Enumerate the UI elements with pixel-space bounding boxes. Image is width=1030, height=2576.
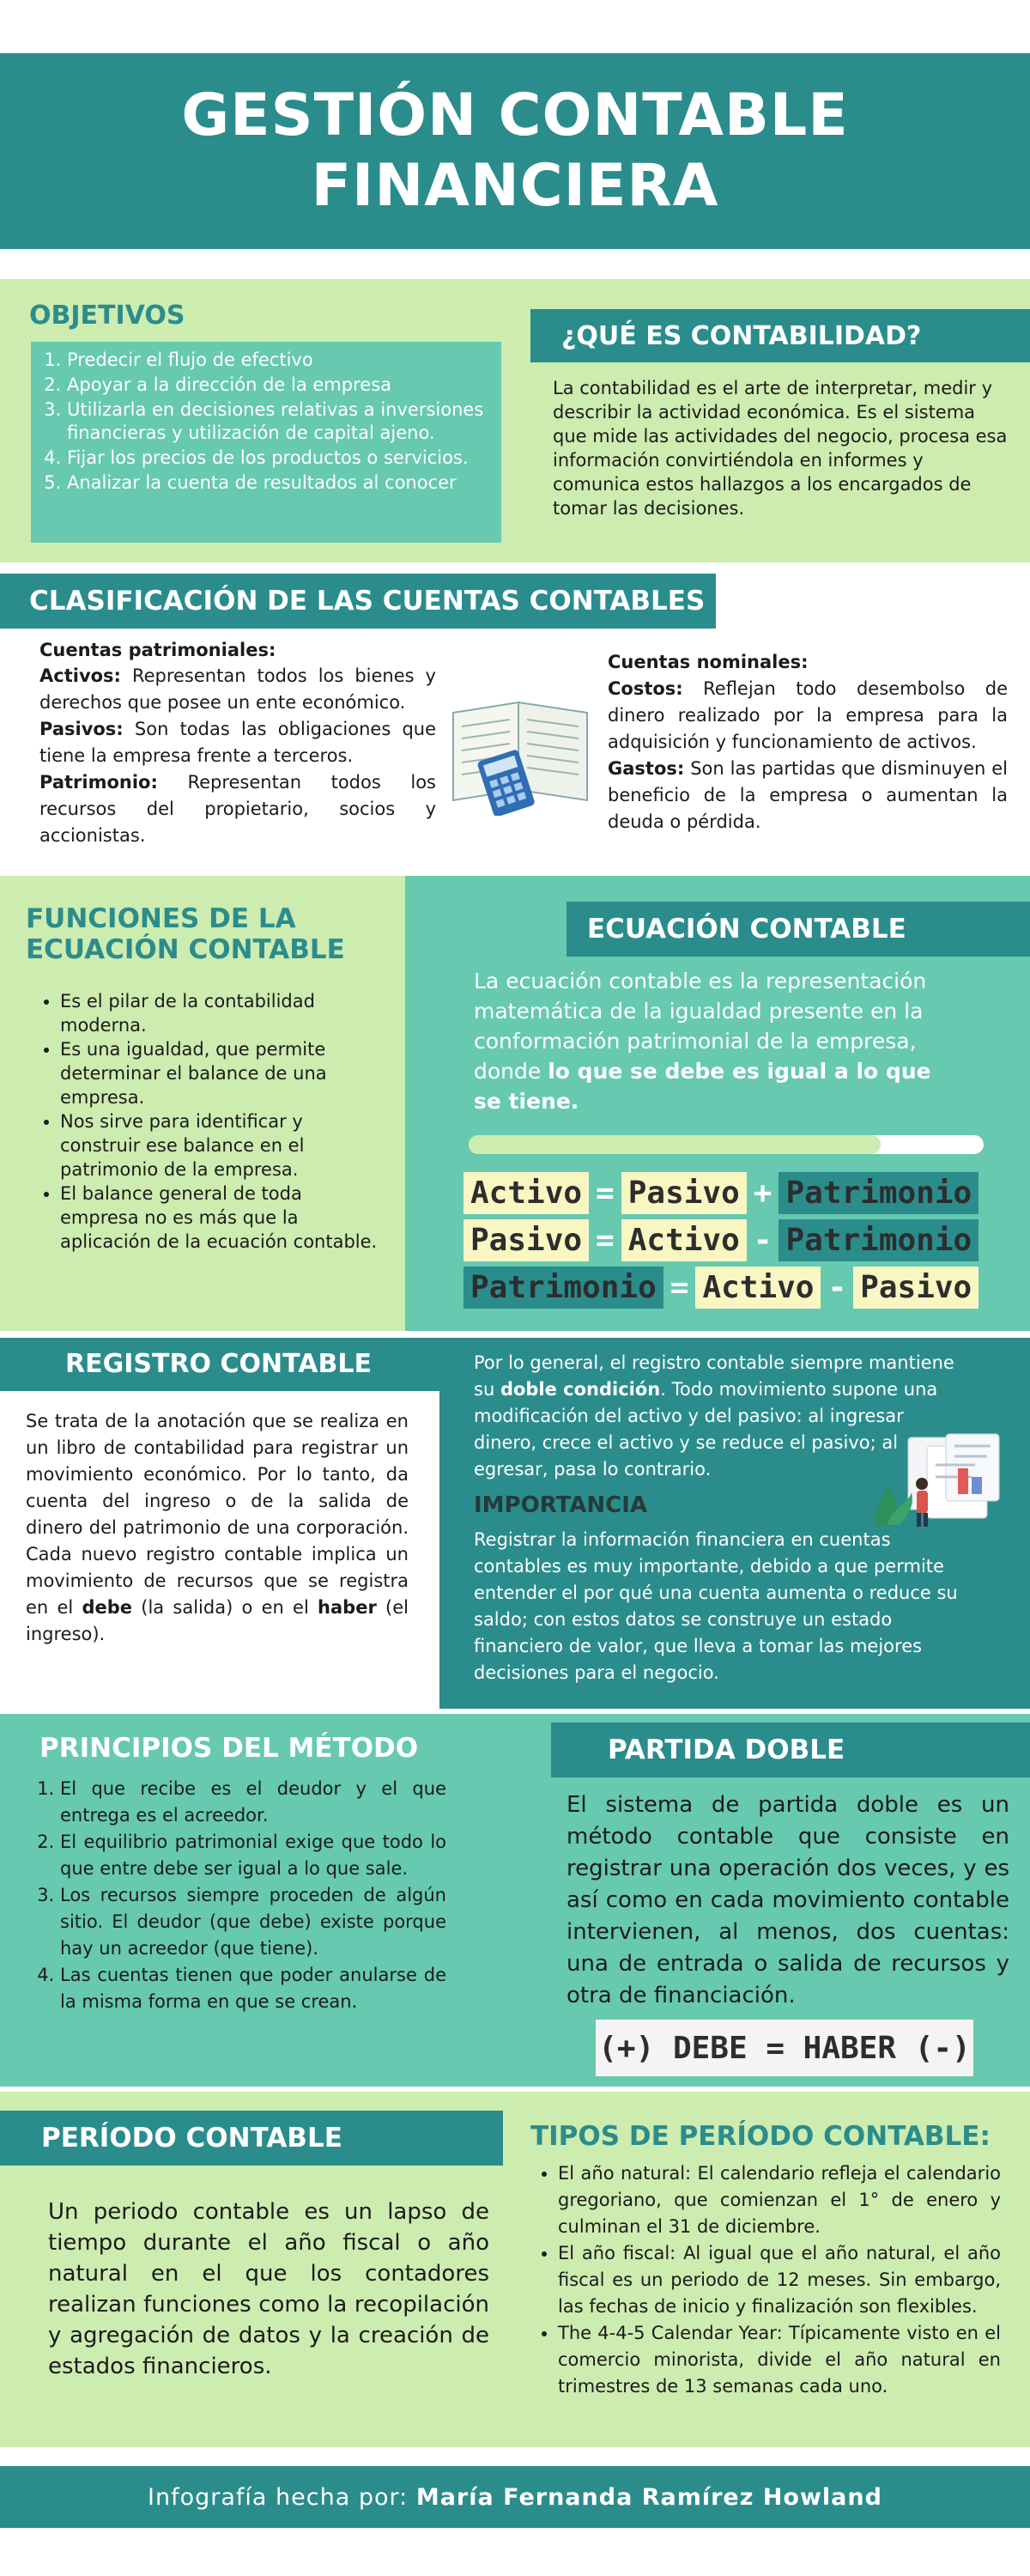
- que-es-text: La contabilidad es el arte de interpretar, medir y describir la actividad económica. Es el sistema que mide las actividades del negocio, procesa esa información convirtiéndola en informes y comunica estos hallazgos a los encargados de tomar las decisiones.: [553, 378, 1008, 519]
- equation-row-2: [464, 1219, 1013, 1261]
- registro-right-bold: doble condición: [500, 1379, 661, 1400]
- ecuacion-text-bold: lo que se debe es igual a lo que se tiene.: [474, 1059, 931, 1114]
- partida-formula: (+) DEBE = HABER (-): [596, 2020, 973, 2076]
- book-calculator-icon: [446, 687, 594, 816]
- pasivos-desc: Son todas las obligaciones que tiene la empresa frente a terceros.: [39, 719, 436, 766]
- periodo-text: Un periodo contable es un lapso de tiempo durante el año fiscal o año natural en el que los contadores realizan funciones como la recopilación y agregación de datos y la creación de estados financieros.: [48, 2199, 489, 2379]
- ecuacion-text: [474, 966, 954, 1116]
- activos-text: [39, 663, 436, 716]
- list-item: 1. El que recibe es el deudor y el que entrega es el acreedor.: [60, 1776, 446, 1829]
- nominales-title: [608, 649, 1008, 676]
- list-item: 4. Las cuentas tienen que poder anularse de la misma forma en que se crean.: [60, 1962, 446, 2015]
- footer-author: María Fernanda Ramírez Howland: [415, 2483, 882, 2511]
- periodo-title: PERÍODO CONTABLE: [41, 2123, 342, 2154]
- list-item: • The 4-4-5 Calendar Year: Típicamente visto en el comercio minorista, divide el año natural en trimestres de 13 semanas cada uno.: [558, 2320, 1001, 2400]
- periodo-title-bar: [0, 2111, 503, 2166]
- page-title-line1: GESTIÓN CONTABLE: [181, 82, 849, 149]
- list-item: 4. Fijar los precios de los productos o servicios.: [67, 447, 489, 470]
- page-title-line2: FINANCIERA: [311, 152, 719, 220]
- gastos-text: [608, 756, 1008, 835]
- funciones-list: [34, 989, 378, 1254]
- importancia-text: Registrar la información financiera en cuentas contables es muy importante, debido a que permite entender el por qué una cuenta aumenta o reduce su saldo; con estos datos se construye un estado financiero de valor, que lleva a tomar las mejores decisiones para el negocio.: [474, 1529, 958, 1683]
- list-item: 3. Los recursos siempre proceden de algún sitio. El deudor (que debe) existe porque hay un acreedor (que tiene).: [60, 1882, 446, 1962]
- partida-title: PARTIDA DOBLE: [608, 1735, 845, 1765]
- clasificacion-left: [39, 637, 436, 849]
- registro-right-end: . Todo movimiento supone una modificación del activo y del pasivo: al ingresar dinero, crece el activo y se reduce el pasivo; al egresar, pasa lo contrario.: [474, 1379, 938, 1479]
- registro-left-start: Se trata de la anotación que se realiza en un libro de contabilidad para registrar un movimiento económico. Por lo tanto, da cuenta del ingreso o de la salida de dinero del patrimonio de una corporación. Cada nuevo registro contable implica un movimiento de recursos que se registra en el: [26, 1411, 409, 1618]
- partida-title-bar: [551, 1722, 1030, 1777]
- eq-operator: =: [596, 1223, 615, 1258]
- footer-label: Infografía hecha por:: [148, 2483, 416, 2511]
- footer-banner: [0, 2466, 1030, 2528]
- nominales-title-text: Cuentas nominales:: [608, 652, 809, 672]
- patrimonio-desc: Representan todos los recursos del propietario, socios y accionistas.: [39, 772, 436, 846]
- funciones-title: [26, 903, 345, 965]
- costos-desc: Reflejan todo desembolso de dinero realizado por la empresa para la adquisición y funcionamiento de activos.: [608, 678, 1008, 752]
- costos-label: Costos:: [608, 678, 683, 699]
- eq-term: Activo: [695, 1267, 821, 1309]
- list-item: • Nos sirve para identificar y construir ese balance en el patrimonio de la empresa.: [60, 1109, 378, 1182]
- importancia-title: IMPORTANCIA: [474, 1492, 648, 1518]
- list-item: • Es una igualdad, que permite determinar el balance de una empresa.: [60, 1037, 378, 1109]
- partida-text: El sistema de partida doble es un método contable que consiste en registrar una operación dos veces, y es así como en cada movimiento contable intervienen, al menos, dos cuentas: una de entrada o salida de recursos y otra de financiación.: [566, 1792, 1009, 2008]
- list-item: • El año natural: El calendario refleja el calendario gregoriano, que comienzan el 1° de enero y culminan el 31 de diciembre.: [558, 2160, 1001, 2240]
- ecuacion-progress-fill: [469, 1135, 881, 1154]
- eq-operator: -: [753, 1223, 772, 1258]
- eq-term: Patrimonio: [464, 1267, 663, 1309]
- objetivos-title: OBJETIVOS: [29, 301, 185, 331]
- registro-left-end: (el ingreso).: [26, 1597, 409, 1644]
- ecuacion-rows: [464, 1172, 1013, 1309]
- principios-title-text: PRINCIPIOS DEL MÉTODO: [39, 1733, 419, 1764]
- list-item: • El balance general de toda empresa no es más que la aplicación de la ecuación contable.: [60, 1182, 378, 1254]
- documents-icon: [862, 1431, 1009, 1530]
- registro-left-mid: (la salida) o en el: [132, 1597, 318, 1618]
- eq-term: Activo: [621, 1219, 747, 1261]
- clasificacion-title: CLASIFICACIÓN DE LAS CUENTAS CONTABLES: [29, 586, 706, 617]
- tipos-list: [537, 2160, 1001, 2400]
- equation-row-3: [464, 1267, 1013, 1309]
- registro-title-text: REGISTRO CONTABLE: [65, 1348, 372, 1379]
- patrimoniales-title: [39, 637, 436, 663]
- header-banner: [0, 53, 1030, 249]
- list-item: 5. Analizar la cuenta de resultados al conocer: [67, 471, 489, 495]
- activos-label: Activos:: [39, 665, 121, 686]
- ecuacion-title: ECUACIÓN CONTABLE: [587, 914, 906, 945]
- eq-term: Activo: [464, 1172, 589, 1214]
- costos-text: [608, 676, 1008, 756]
- patrimonio-text: [39, 769, 436, 849]
- clasificacion-right: [608, 649, 1008, 835]
- objetivos-box: [31, 342, 501, 543]
- principios-list: [36, 1776, 446, 2015]
- eq-operator: -: [827, 1270, 847, 1305]
- ecuacion-progress-track: [469, 1135, 984, 1154]
- patrimonio-label: Patrimonio:: [39, 772, 158, 793]
- objetivos-list: [43, 349, 489, 495]
- eq-term: Patrimonio: [779, 1172, 978, 1214]
- registro-debe: debe: [82, 1597, 133, 1618]
- registro-title: [65, 1346, 372, 1381]
- activos-desc: Representan todos los bienes y derechos que posee un ente económico.: [39, 665, 436, 713]
- registro-right-start: Por lo general, el registro contable siempre mantiene su: [474, 1352, 954, 1400]
- que-es-title: ¿QUÉ ES CONTABILIDAD?: [561, 320, 922, 351]
- list-item: 2. El equilibrio patrimonial exige que todo lo que entre debe ser igual a lo que sale.: [60, 1829, 446, 1882]
- funciones-title-line2: ECUACIÓN CONTABLE: [26, 934, 345, 965]
- ecuacion-text-start: La ecuación contable es la representación matemática de la igualdad presente en la conformación patrimonial de la empresa, donde: [474, 969, 927, 1084]
- eq-term: Patrimonio: [779, 1219, 978, 1261]
- list-item: • Es el pilar de la contabilidad moderna.: [60, 989, 378, 1037]
- clasificacion-title-bar: [0, 574, 716, 629]
- list-item: 2. Apoyar a la dirección de la empresa: [67, 374, 489, 397]
- eq-operator: =: [596, 1176, 615, 1211]
- pasivos-label: Pasivos:: [39, 719, 124, 739]
- tipos-title: TIPOS DE PERÍODO CONTABLE:: [530, 2121, 991, 2152]
- ecuacion-title-bar: [566, 902, 1030, 957]
- principios-title: [39, 1731, 418, 1765]
- list-item: 3. Utilizarla en decisiones relativas a inversiones financieras y utilización de capital ajeno.: [67, 398, 489, 445]
- patrimoniales-title-text: Cuentas patrimoniales:: [39, 640, 276, 660]
- gastos-desc: Son las partidas que disminuyen el beneficio de la empresa o aumentan la deuda o pérdida.: [608, 758, 1008, 832]
- funciones-title-line1: FUNCIONES DE LA: [26, 903, 296, 934]
- eq-term: Pasivo: [621, 1172, 747, 1214]
- eq-operator: +: [753, 1176, 772, 1211]
- registro-left-text: [26, 1408, 409, 1648]
- eq-operator: =: [670, 1270, 689, 1305]
- gastos-label: Gastos:: [608, 758, 685, 779]
- eq-term: Pasivo: [464, 1219, 589, 1261]
- list-item: 1. Predecir el flujo de efectivo: [67, 349, 489, 372]
- equation-row-1: [464, 1172, 1013, 1214]
- que-es-title-bar: [530, 309, 1030, 362]
- eq-term: Pasivo: [853, 1267, 978, 1309]
- list-item: • El año fiscal: Al igual que el año natural, el año fiscal es un periodo de 12 meses. Sin embargo, las fechas de inicio y finalización son flexibles.: [558, 2240, 1001, 2320]
- registro-haber: haber: [318, 1597, 377, 1618]
- pasivos-text: [39, 716, 436, 769]
